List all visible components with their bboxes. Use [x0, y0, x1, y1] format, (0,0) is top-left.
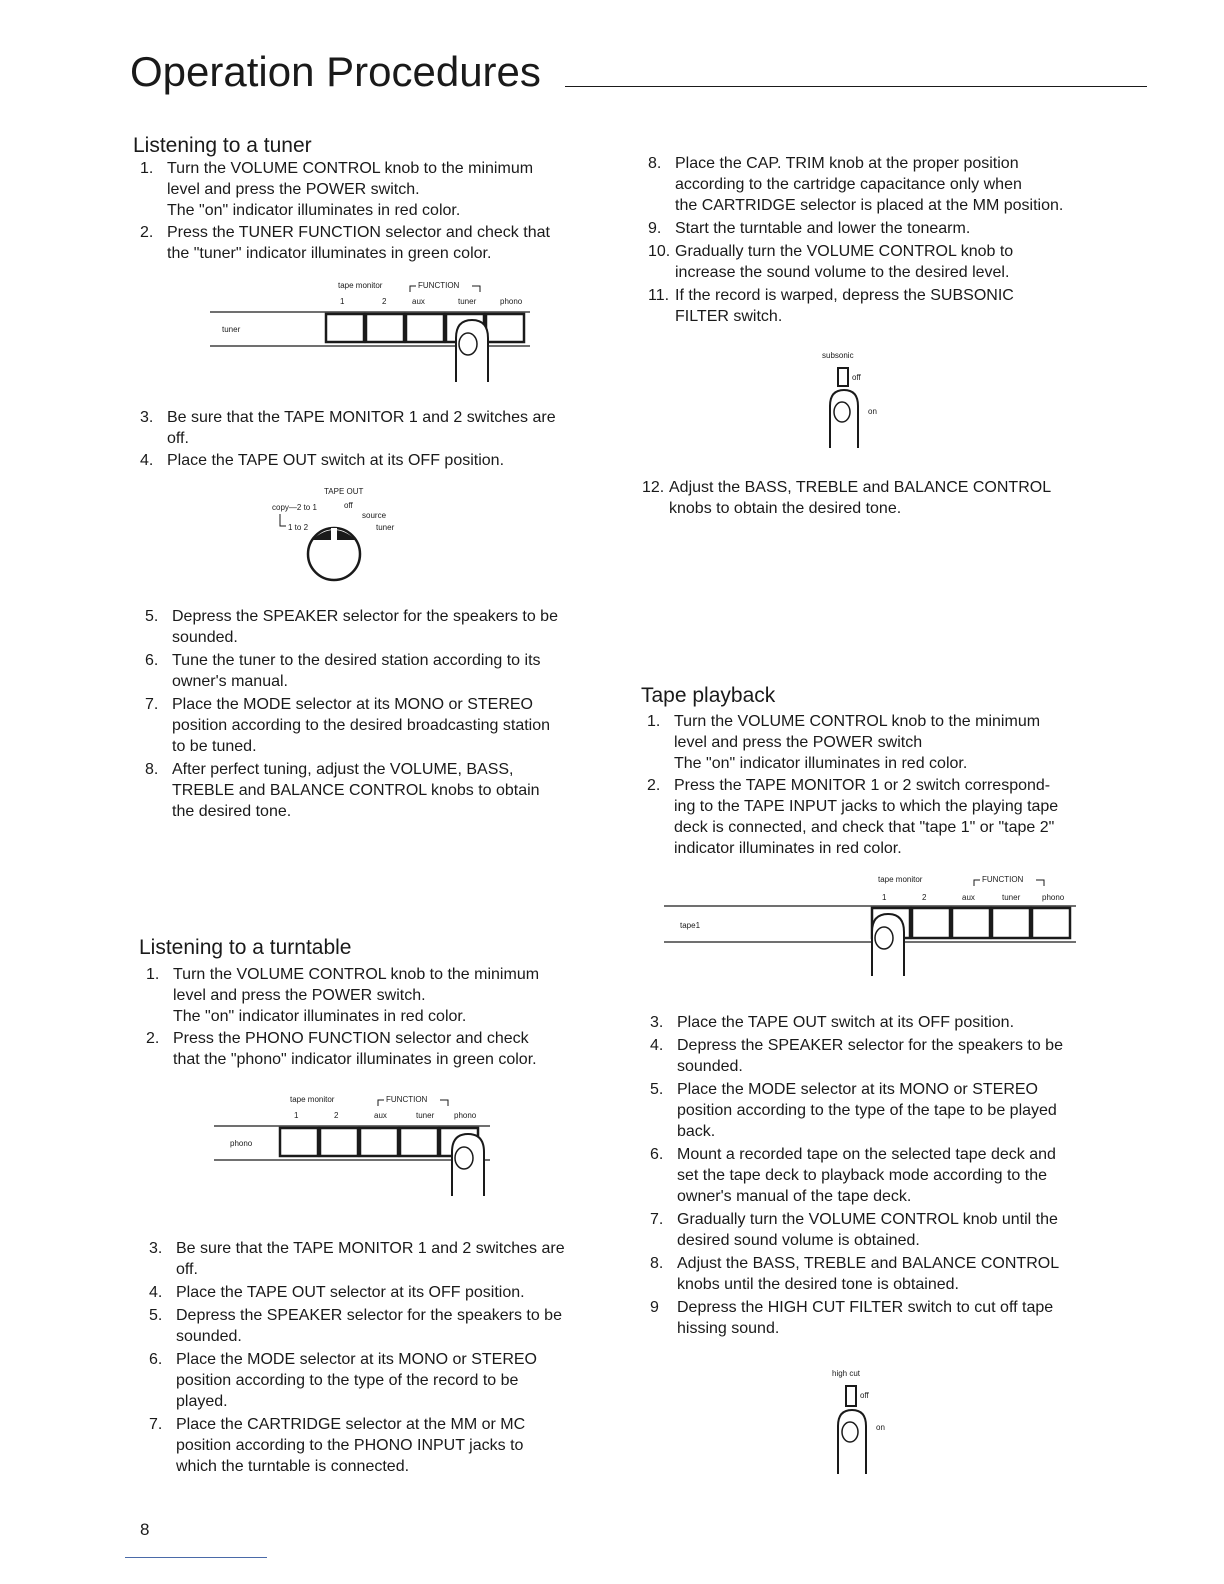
- step-number: 5.: [650, 1081, 664, 1098]
- step-text: [167, 407, 590, 449]
- page-title: Operation Procedures: [130, 48, 541, 95]
- step-line: ing to the TAPE INPUT jacks to which the playing tape: [674, 798, 1059, 815]
- step-item: [140, 158, 590, 221]
- step-text: [675, 285, 1098, 327]
- step-number: 7.: [145, 696, 159, 713]
- step-line: Gradually turn the VOLUME CONTROL knob until the: [677, 1211, 1058, 1228]
- step-line: sounded.: [172, 629, 238, 646]
- step-number: 11.: [648, 287, 670, 304]
- function-panel-tape: [664, 868, 1084, 978]
- tape-out-off-label: off: [344, 501, 353, 510]
- button-label-tuner: tuner: [1002, 893, 1021, 902]
- step-number: 6.: [145, 652, 159, 669]
- function-label: FUNCTION: [418, 281, 460, 290]
- step-line: Depress the HIGH CUT FILTER switch to cut off tape: [677, 1299, 1054, 1316]
- tape-monitor-label: tape monitor: [878, 875, 923, 884]
- step-text: [176, 1349, 599, 1412]
- step-item: [648, 285, 1098, 327]
- step-number: 6.: [650, 1146, 664, 1163]
- step-line: Turn the VOLUME CONTROL knob to the minimum: [173, 966, 540, 983]
- step-line: that the "phono" indicator illuminates in green color.: [173, 1051, 537, 1068]
- step-text: [677, 1253, 1100, 1295]
- button-label-aux: aux: [374, 1111, 387, 1120]
- step-line: knobs to obtain the desired tone.: [669, 500, 902, 517]
- page-number: 8: [140, 1520, 150, 1539]
- step-line: level and press the POWER switch.: [167, 181, 420, 198]
- step-line: set the tape deck to playback mode according to the: [677, 1167, 1048, 1184]
- tape-out-copy-label: copy—2 to 1: [272, 503, 317, 512]
- step-item: [650, 1297, 1100, 1339]
- tape-monitor-label: tape monitor: [290, 1095, 335, 1104]
- step-text: [677, 1079, 1100, 1142]
- step-item: [647, 775, 1097, 859]
- step-line: sounded.: [176, 1328, 242, 1345]
- step-line: Depress the SPEAKER selector for the speakers to be: [172, 608, 558, 625]
- step-item: [145, 650, 595, 692]
- step-line: deck is connected, and check that "tape 1" or "tape 2": [674, 819, 1055, 836]
- step-line: Place the MODE selector at its MONO or STEREO: [677, 1081, 1038, 1098]
- step-line: Tune the tuner to the desired station according to its: [172, 652, 541, 669]
- tape-out-knob-diagram: [272, 486, 422, 586]
- step-line: Place the MODE selector at its MONO or STEREO: [176, 1351, 537, 1368]
- step-line: Place the CARTRIDGE selector at the MM or MC: [176, 1416, 526, 1433]
- step-line: Start the turntable and lower the tonearm.: [675, 220, 971, 237]
- step-text: [675, 241, 1098, 283]
- subsonic-off-label: off: [852, 373, 861, 382]
- high-cut-switch-diagram: [826, 1366, 916, 1476]
- step-number: 1.: [146, 966, 160, 983]
- step-line: Mount a recorded tape on the selected tape deck and: [677, 1146, 1056, 1163]
- step-line: Place the TAPE OUT selector at its OFF position.: [176, 1284, 525, 1301]
- function-panel-phono: [214, 1092, 544, 1202]
- step-number: 4.: [140, 452, 154, 469]
- step-number: 4.: [650, 1037, 664, 1054]
- step-number: 5.: [149, 1307, 163, 1324]
- function-label: FUNCTION: [386, 1095, 428, 1104]
- step-line: Press the TUNER FUNCTION selector and check that: [167, 224, 550, 241]
- step-item: [650, 1144, 1100, 1207]
- indicator-label: tape1: [680, 921, 701, 930]
- step-line: Depress the SPEAKER selector for the speakers to be: [677, 1037, 1063, 1054]
- step-item: [648, 153, 1098, 216]
- button-label-aux: aux: [412, 297, 425, 306]
- step-text: [677, 1144, 1100, 1207]
- step-line: sounded.: [677, 1058, 743, 1075]
- step-text: [172, 759, 595, 822]
- button-label-phono: phono: [1042, 893, 1065, 902]
- step-number: 5.: [145, 608, 159, 625]
- step-line: FILTER switch.: [675, 308, 783, 325]
- step-text: [677, 1012, 1100, 1033]
- step-line: off.: [176, 1261, 198, 1278]
- step-item: [140, 450, 590, 471]
- step-text: [172, 606, 595, 648]
- step-item: [149, 1238, 599, 1280]
- step-line: The "on" indicator illuminates in red color.: [674, 755, 968, 772]
- step-line: Turn the VOLUME CONTROL knob to the minimum: [167, 160, 534, 177]
- step-item: [149, 1305, 599, 1347]
- step-item: [149, 1349, 599, 1412]
- step-line: which the turntable is connected.: [176, 1458, 410, 1475]
- step-text: [677, 1035, 1100, 1077]
- subsonic-label: subsonic: [822, 351, 854, 360]
- step-number: 2.: [140, 224, 154, 241]
- step-item: [648, 218, 1098, 239]
- step-line: Press the TAPE MONITOR 1 or 2 switch correspond-: [674, 777, 1051, 794]
- step-line: Adjust the BASS, TREBLE and BALANCE CONTROL: [669, 479, 1052, 496]
- step-text: [167, 450, 590, 471]
- step-line: indicator illuminates in red color.: [674, 840, 902, 857]
- step-text: [167, 158, 590, 221]
- step-text: [176, 1238, 599, 1280]
- button-label-aux: aux: [962, 893, 975, 902]
- step-item: [650, 1035, 1100, 1077]
- step-line: according to the cartridge capacitance only when: [675, 176, 1022, 193]
- step-number: 8.: [648, 155, 662, 172]
- button-label-1: 1: [294, 1111, 299, 1120]
- step-line: the desired tone.: [172, 803, 292, 820]
- step-line: If the record is warped, depress the SUBSONIC: [675, 287, 1014, 304]
- step-text: [173, 964, 596, 1027]
- step-number: 1.: [140, 160, 154, 177]
- button-label-1: 1: [882, 893, 887, 902]
- step-text: [674, 775, 1097, 859]
- step-item: [650, 1079, 1100, 1142]
- step-item: [149, 1414, 599, 1477]
- step-number: 3.: [149, 1240, 163, 1257]
- button-label-phono: phono: [500, 297, 523, 306]
- step-line: The "on" indicator illuminates in red color.: [173, 1008, 467, 1025]
- step-text: [675, 153, 1098, 216]
- step-line: Place the MODE selector at its MONO or STEREO: [172, 696, 533, 713]
- subsonic-switch-diagram: [812, 350, 902, 450]
- step-item: [140, 407, 590, 449]
- step-item: [650, 1209, 1100, 1251]
- step-line: Adjust the BASS, TREBLE and BALANCE CONTROL: [677, 1255, 1060, 1272]
- step-line: After perfect tuning, adjust the VOLUME, BASS,: [172, 761, 514, 778]
- step-item: [146, 964, 596, 1027]
- step-text: [173, 1028, 596, 1070]
- step-text: [172, 650, 595, 692]
- step-line: level and press the POWER switch.: [173, 987, 426, 1004]
- tape-out-source-label: source: [362, 511, 387, 520]
- step-item: [650, 1012, 1100, 1033]
- step-line: Place the CAP. TRIM knob at the proper position: [675, 155, 1019, 172]
- section-title-tuner: Listening to a tuner: [133, 134, 312, 157]
- step-line: knobs until the desired tone is obtained.: [677, 1276, 959, 1293]
- step-item: [145, 606, 595, 648]
- button-label-2: 2: [334, 1111, 339, 1120]
- step-line: the "tuner" indicator illuminates in green color.: [167, 245, 492, 262]
- high-cut-on-label: on: [876, 1423, 885, 1432]
- section-title-turntable: Listening to a turntable: [139, 936, 352, 959]
- step-item: [146, 1028, 596, 1070]
- tape-out-1to2-label: 1 to 2: [288, 523, 309, 532]
- section-title-tape: Tape playback: [641, 684, 776, 707]
- button-label-tuner: tuner: [458, 297, 477, 306]
- function-label: FUNCTION: [982, 875, 1024, 884]
- step-line: TREBLE and BALANCE CONTROL knobs to obtain: [172, 782, 540, 799]
- step-line: played.: [176, 1393, 228, 1410]
- step-text: [674, 711, 1097, 774]
- tape-out-tuner-label: tuner: [376, 523, 395, 532]
- step-number: 9: [650, 1299, 659, 1316]
- step-line: position according to the PHONO INPUT jacks to: [176, 1437, 524, 1454]
- step-number: 1.: [647, 713, 661, 730]
- step-number: 9.: [648, 220, 662, 237]
- button-label-phono: phono: [454, 1111, 477, 1120]
- step-text: [176, 1305, 599, 1347]
- step-number: 10.: [648, 243, 671, 260]
- indicator-label: tuner: [222, 325, 241, 334]
- step-line: The "on" indicator illuminates in red color.: [167, 202, 461, 219]
- step-line: Place the TAPE OUT switch at its OFF position.: [677, 1014, 1015, 1031]
- step-line: owner's manual of the tape deck.: [677, 1188, 912, 1205]
- subsonic-on-label: on: [868, 407, 877, 416]
- step-line: Turn the VOLUME CONTROL knob to the minimum: [674, 713, 1041, 730]
- step-text: [675, 218, 1098, 239]
- high-cut-label: high cut: [832, 1369, 861, 1378]
- step-item: [642, 477, 1092, 519]
- footer-rule: [125, 1557, 267, 1558]
- step-number: 4.: [149, 1284, 163, 1301]
- step-line: increase the sound volume to the desired level.: [675, 264, 1010, 281]
- step-number: 12.: [642, 479, 665, 496]
- step-item: [648, 241, 1098, 283]
- step-line: position according to the type of the tape to be played: [677, 1102, 1057, 1119]
- button-label-tuner: tuner: [416, 1111, 435, 1120]
- step-text: [172, 694, 595, 757]
- step-number: 2.: [146, 1030, 160, 1047]
- step-line: back.: [677, 1123, 716, 1140]
- step-line: level and press the POWER switch: [674, 734, 923, 751]
- step-line: Press the PHONO FUNCTION selector and check: [173, 1030, 529, 1047]
- step-line: Be sure that the TAPE MONITOR 1 and 2 switches are: [176, 1240, 565, 1257]
- step-line: to be tuned.: [172, 738, 257, 755]
- step-line: position according to the type of the record to be: [176, 1372, 519, 1389]
- step-text: [677, 1209, 1100, 1251]
- step-number: 7.: [149, 1416, 163, 1433]
- step-line: owner's manual.: [172, 673, 288, 690]
- step-text: [167, 222, 590, 264]
- high-cut-off-label: off: [860, 1391, 869, 1400]
- step-text: [176, 1282, 599, 1303]
- step-line: off.: [167, 430, 189, 447]
- step-item: [140, 222, 590, 264]
- step-item: [145, 759, 595, 822]
- step-item: [647, 711, 1097, 774]
- step-number: 8.: [650, 1255, 664, 1272]
- step-line: position according to the desired broadcasting station: [172, 717, 551, 734]
- button-label-2: 2: [922, 893, 927, 902]
- title-rule: [565, 86, 1147, 87]
- step-line: desired sound volume is obtained.: [677, 1232, 920, 1249]
- indicator-label: phono: [230, 1139, 253, 1148]
- step-number: 3.: [140, 409, 154, 426]
- step-item: [145, 694, 595, 757]
- step-number: 7.: [650, 1211, 664, 1228]
- step-line: hissing sound.: [677, 1320, 780, 1337]
- button-label-2: 2: [382, 297, 387, 306]
- button-label-1: 1: [340, 297, 345, 306]
- step-line: Depress the SPEAKER selector for the speakers to be: [176, 1307, 562, 1324]
- step-text: [176, 1414, 599, 1477]
- step-number: 2.: [647, 777, 661, 794]
- tape-monitor-label: tape monitor: [338, 281, 383, 290]
- step-line: Place the TAPE OUT switch at its OFF position.: [167, 452, 505, 469]
- step-item: [149, 1282, 599, 1303]
- step-text: [677, 1297, 1100, 1339]
- step-line: the CARTRIDGE selector is placed at the MM position.: [675, 197, 1064, 214]
- step-number: 6.: [149, 1351, 163, 1368]
- step-item: [650, 1253, 1100, 1295]
- step-number: 3.: [650, 1014, 664, 1031]
- tape-out-title: TAPE OUT: [324, 487, 364, 496]
- step-number: 8.: [145, 761, 159, 778]
- step-text: [669, 477, 1092, 519]
- function-panel-tuner: [210, 278, 540, 388]
- step-line: Gradually turn the VOLUME CONTROL knob to: [675, 243, 1014, 260]
- step-line: Be sure that the TAPE MONITOR 1 and 2 switches are: [167, 409, 556, 426]
